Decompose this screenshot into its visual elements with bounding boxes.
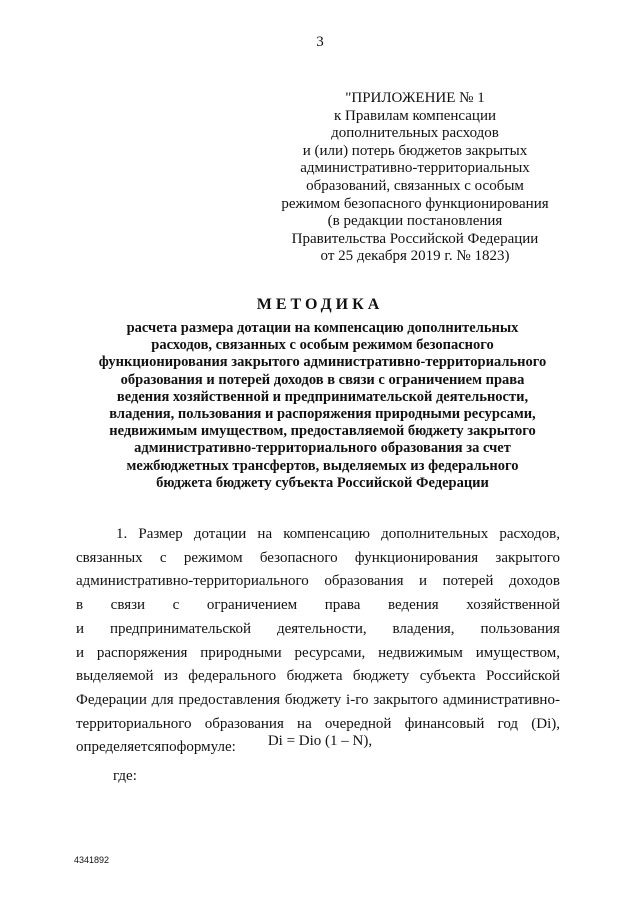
subtitle-line: административно-территориального образования за счет (134, 440, 511, 457)
appendix-line: образований, связанных с особым (306, 177, 524, 194)
paragraph-word: дотации (193, 526, 247, 542)
paragraph-word: выделяемой (76, 668, 154, 685)
document-subtitle (80, 320, 565, 492)
subtitle-line: владения, пользования и распоряжения природными ресурсами, (109, 406, 536, 423)
paragraph-word: связанных (76, 549, 143, 566)
paragraph-word: из (163, 668, 178, 685)
paragraph-word: предпринимательской (109, 620, 252, 637)
paragraph-word: безопасного (259, 549, 338, 566)
formula: Di = Dio (1 – N), (267, 733, 373, 749)
subtitle-line: расчета размера дотации на компенсацию дополнительных (126, 320, 519, 336)
subtitle-line: расходов, связанных с особым режимом безопасного (151, 337, 494, 354)
paragraph-word: закрытого (373, 691, 438, 708)
paragraph-word: деятельности, (276, 620, 367, 637)
subtitle-line: ведения хозяйственной и предпринимательской деятельности, (116, 388, 529, 405)
paragraph-word: для (151, 691, 174, 708)
paragraph-word: год (497, 715, 519, 732)
paragraph-word: на (257, 526, 273, 542)
paragraph-word: определяется (76, 739, 162, 756)
paragraph-word: дополнительных (381, 526, 489, 542)
appendix-line: режимом безопасного функционирования (281, 195, 549, 212)
page-number: 3 (316, 34, 324, 50)
paragraph-1 (76, 523, 560, 760)
paragraph-word: предоставления (178, 691, 281, 708)
subtitle-line: образования и потерей доходов в связи с ограничением права (120, 371, 525, 388)
paragraph-word: имуществом, (475, 644, 560, 661)
paragraph-word: очередной (324, 715, 392, 732)
appendix-line: административно-территориальных (300, 160, 530, 177)
paragraph-word: права (324, 597, 361, 614)
paragraph-word: хозяйственной (466, 597, 560, 614)
appendix-line: "ПРИЛОЖЕНИЕ № 1 (345, 90, 485, 106)
paragraph-word: бюджету (352, 668, 410, 685)
paragraph-word: Федерации (76, 691, 147, 708)
paragraph-word: с (159, 549, 167, 566)
paragraph-line (76, 594, 560, 618)
paragraph-line (76, 689, 560, 713)
document-title: МЕТОДИКА (256, 296, 384, 313)
paragraph-line (76, 642, 560, 666)
paragraph-line (76, 547, 560, 571)
paragraph-word: расходов, (499, 526, 560, 542)
subtitle-line: недвижимым имуществом, предоставляемой бюджету закрытого (109, 423, 536, 440)
paragraph-word: формуле: (176, 739, 236, 756)
paragraph-word: связи (110, 597, 146, 614)
appendix-line: и (или) потерь бюджетов закрытых (302, 142, 528, 159)
paragraph-word: бюджета (286, 668, 343, 685)
paragraph-word: с (172, 597, 180, 614)
document-number: 4341892 (74, 855, 110, 865)
paragraph-word: и (76, 620, 85, 637)
paragraph-word: территориального (76, 715, 192, 732)
paragraph-word: природными (200, 644, 282, 661)
paragraph-word: Российской (486, 668, 560, 685)
paragraph-word: бюджету (284, 691, 342, 708)
paragraph-word: ресурсами, (294, 644, 366, 661)
paragraph-word: административно- (442, 691, 560, 708)
appendix-line: к Правилам компенсации (333, 107, 497, 124)
paragraph-line (76, 665, 560, 689)
paragraph-word: функционирования (354, 549, 479, 566)
paragraph-word: ограничением (206, 597, 298, 614)
paragraph-word: административно-территориального (76, 573, 309, 590)
paragraph-word: ведения (388, 597, 439, 614)
paragraph-word: доходов (508, 573, 560, 590)
paragraph-word: Размер (138, 526, 183, 542)
paragraph-word: потерей (442, 573, 494, 590)
appendix-line: дополнительных расходов (331, 125, 499, 142)
paragraph-word: режимом (183, 549, 243, 566)
paragraph-word: на (297, 715, 312, 732)
subtitle-line: межбюджетных трансфертов, выделяемых из федерального (126, 457, 519, 474)
paragraph-word: образования (204, 715, 284, 732)
appendix-line: (в редакции постановления (327, 213, 503, 230)
paragraph-word: образования (324, 573, 404, 590)
appendix-line: от 25 декабря 2019 г. № 1823) (320, 248, 510, 265)
paragraph-word: владения, (392, 620, 455, 637)
paragraph-word: по (161, 739, 177, 756)
paragraph-word: субъекта (419, 668, 476, 685)
paragraph-word: (Di), (531, 715, 560, 732)
paragraph-word: и (419, 573, 428, 590)
paragraph-line (76, 523, 560, 547)
paragraph-word: недвижимым (378, 644, 463, 661)
paragraph-word: и (76, 644, 85, 661)
paragraph-word: в (76, 597, 84, 614)
paragraph-word: распоряжения (96, 644, 188, 661)
paragraph-word: финансовый (404, 715, 485, 732)
paragraph-word: федерального (188, 668, 277, 685)
appendix-line: Правительства Российской Федерации (291, 230, 539, 247)
paragraph-line (76, 618, 560, 642)
appendix-header (270, 90, 560, 266)
where-label: где: (113, 768, 137, 784)
subtitle-line: бюджета бюджету субъекта Российской Федерации (156, 474, 489, 491)
paragraph-word: компенсацию (283, 526, 370, 542)
subtitle-line: функционирования закрытого административно-территориального (98, 354, 547, 371)
paragraph-word: закрытого (495, 549, 560, 566)
paragraph-line (76, 570, 560, 594)
paragraph-word: 1. (116, 526, 128, 542)
paragraph-word: пользования (480, 620, 560, 637)
paragraph-word: i-го (346, 691, 369, 708)
